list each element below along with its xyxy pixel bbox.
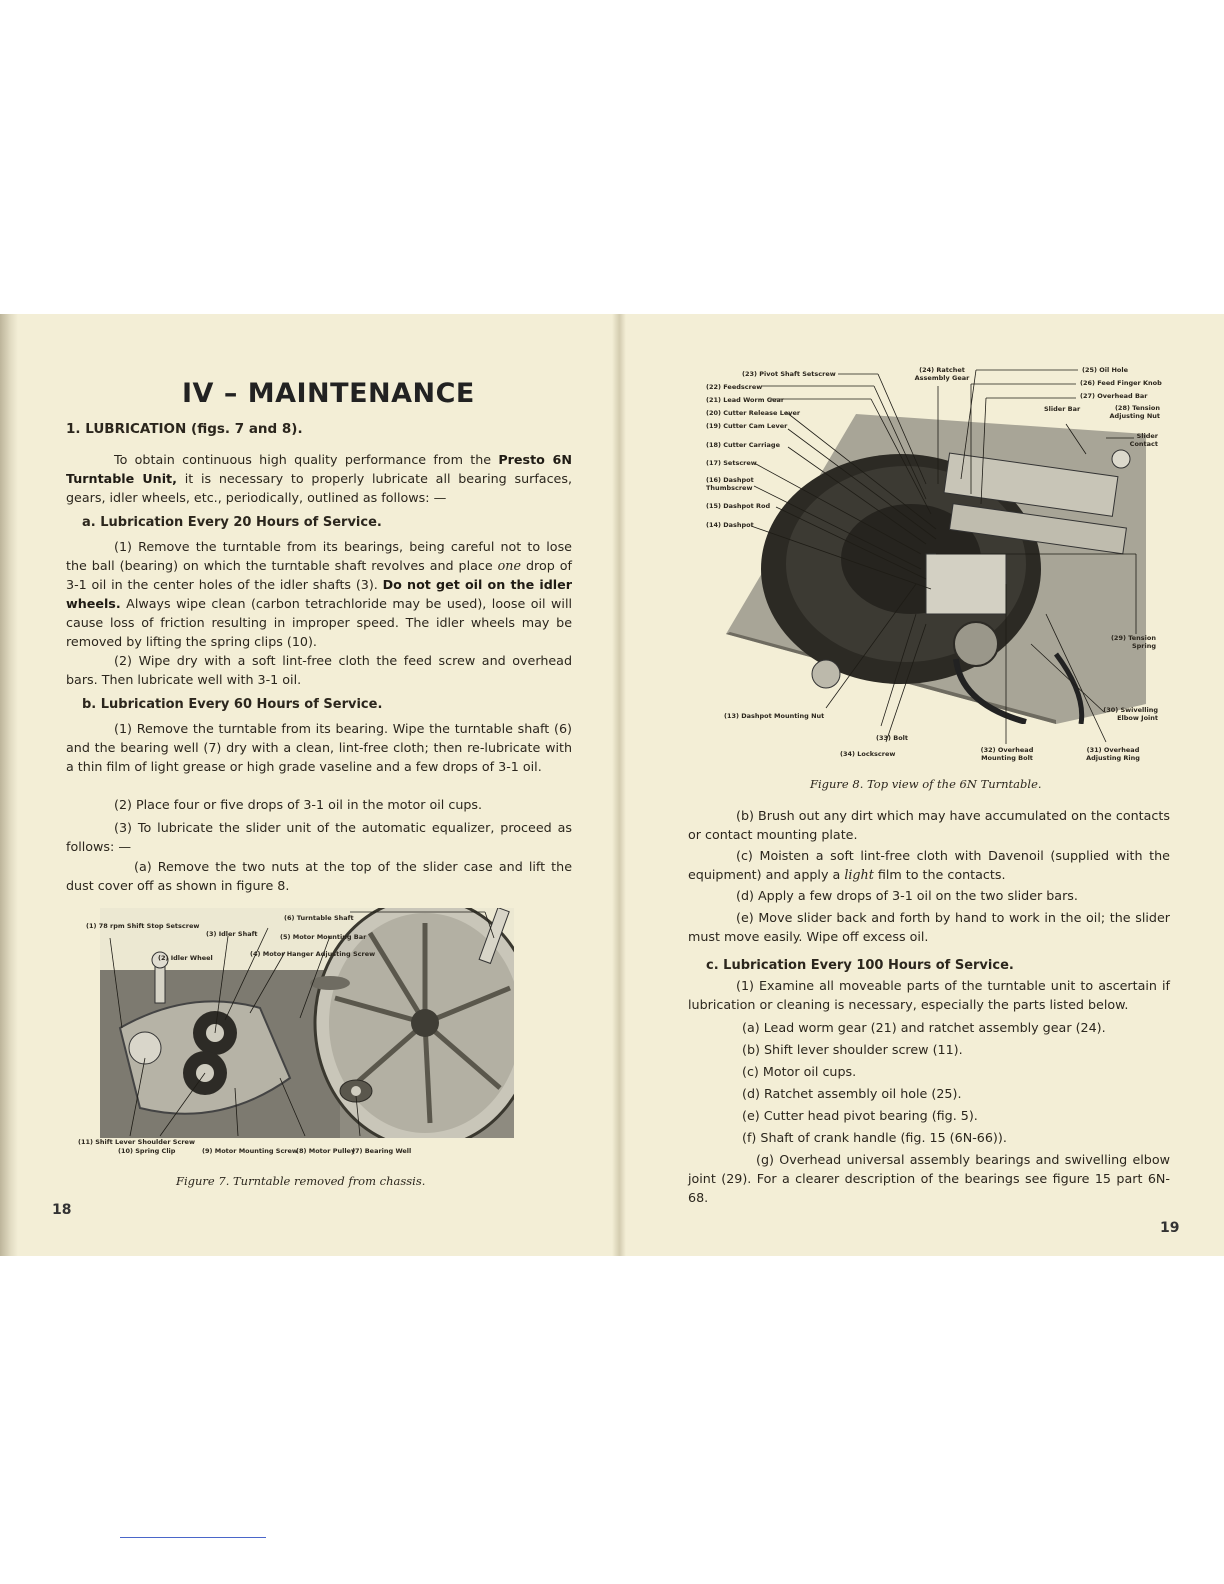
page-number-right: 19 <box>1160 1220 1180 1236</box>
paragraph-b3: (3) To lubricate the slider unit of the automatic equalizer, proceed as follows: — <box>66 820 572 854</box>
fig8-label-34: (34) Lockscrew <box>840 750 896 758</box>
fig8-label-19: (19) Cutter Cam Lever <box>706 422 788 430</box>
list-item: (c) Motor oil cups. <box>742 1064 857 1079</box>
page-18 <box>22 314 612 1256</box>
fig8-label-29: (29) Tension Spring <box>1110 634 1156 650</box>
fig8-label-22: (22) Feedscrew <box>706 383 763 391</box>
fig8-label-18: (18) Cutter Carriage <box>706 441 780 449</box>
fig7-label-7: (7) Bearing Well <box>352 1147 412 1155</box>
list-item: (e) Cutter head pivot bearing (fig. 5). <box>742 1108 978 1123</box>
list-item: (f) Shaft of crank handle (fig. 15 (6N-66)). <box>742 1130 1007 1145</box>
paragraph-b1: (1) Remove the turntable from its bearing. Wipe the turntable shaft (6) and the bearing well (7) dry with a clean, lint-free cloth; then re-lubricate with a thin film of light grease or high grade vaseline and a few drops of 3-1 oil. <box>66 721 572 774</box>
section-heading-lubrication: 1. LUBRICATION (figs. 7 and 8). <box>66 421 303 437</box>
left-binding-edge <box>0 314 18 1256</box>
fig8-label-13: (13) Dashpot Mounting Nut <box>724 712 825 720</box>
paragraph-c-davenoil: (c) Moisten a soft lint-free cloth with Davenoil (supplied with the equipment) and apply a light film to the contacts. <box>688 848 1170 882</box>
list-item: (d) Ratchet assembly oil hole (25). <box>742 1086 962 1101</box>
page-19 <box>626 314 1224 1256</box>
fig8-label-30: (30) Swivelling Elbow Joint <box>1103 706 1158 722</box>
fig8-label-slider-bar: Slider Bar <box>1044 405 1081 413</box>
paragraph-c1: (1) Examine all moveable parts of the turntable unit to ascertain if lubrication or cleaning is necessary, especially the parts listed below. <box>688 978 1170 1012</box>
list-item: (a) Lead worm gear (21) and ratchet assembly gear (24). <box>742 1020 1106 1035</box>
fig8-label-17: (17) Setscrew <box>706 459 757 467</box>
fig7-label-2: (2) Idler Wheel <box>158 954 213 962</box>
fig8-label-25: (25) Oil Hole <box>1082 366 1129 374</box>
fig8-label-15: (15) Dashpot Rod <box>706 502 771 510</box>
fig8-label-21: (21) Lead Worm Gear <box>706 396 785 404</box>
fig8-label-31: (31) Overhead Adjusting Ring <box>1086 746 1140 762</box>
figure-8-caption: Figure 8. Top view of the 6N Turntable. <box>810 777 1042 791</box>
fig7-label-9: (9) Motor Mounting Screw <box>202 1147 298 1155</box>
fig7-label-10: (10) Spring Clip <box>118 1147 176 1155</box>
fig8-label-27: (27) Overhead Bar <box>1080 392 1148 400</box>
paragraph-d-slider-bars: (d) Apply a few drops of 3-1 oil on the two slider bars. <box>736 888 1078 903</box>
paragraph-b2: (2) Place four or five drops of 3-1 oil in the motor oil cups. <box>114 797 483 812</box>
paragraph-a2: (2) Wipe dry with a soft lint-free cloth the feed screw and overhead bars. Then lubricate well with 3-1 oil. <box>66 653 572 687</box>
paragraph-b-contacts: (b) Brush out any dirt which may have accumulated on the contacts or contact mounting plate. <box>688 808 1170 842</box>
figure-7-photo <box>100 908 514 1138</box>
subheading-20-hours: a. Lubrication Every 20 Hours of Service. <box>82 515 382 530</box>
intro-paragraph: To obtain continuous high quality performance from the Presto 6N Turntable Unit, it is necessary to properly lubricate all bearing surfaces, gears, idler wheels, etc., periodically, outlined as follows: — <box>66 452 572 505</box>
fig8-label-28: (28) Tension Adjusting Nut <box>1109 404 1160 420</box>
fig8-label-14: (14) Dashpot <box>706 521 754 529</box>
fig8-label-16: (16) Dashpot Thumbscrew <box>706 476 754 492</box>
book-spread <box>0 314 1224 1256</box>
fig7-label-11: (11) Shift Lever Shoulder Screw <box>78 1138 195 1146</box>
fig8-label-33: (33) Bolt <box>876 734 909 742</box>
fig7-label-5: (5) Motor Mounting Bar <box>280 933 367 941</box>
paragraph-e-slider: (e) Move slider back and forth by hand to work in the oil; the slider must move easily. Wipe off excess oil. <box>688 910 1170 944</box>
figure-7-leader-lines <box>100 908 514 1138</box>
paragraph-g-universal: (g) Overhead universal assembly bearings and swivelling elbow joint (29). For a clearer description of the bearings see figure 15 part 6N-68. <box>688 1152 1170 1205</box>
paragraph-a1: (1) Remove the turntable from its bearings, being careful not to lose the ball (bearing) on which the turntable shaft revolves and place one drop of 3-1 oil in the center holes of the idler shafts (3). Do not get oil on the idler wheels. Always wipe clean (carbon tetrachloride may be used), loose oil will cause loss of friction resulting in improper speed. The idler wheels may be removed by lifting the spring clips (10). <box>66 539 572 649</box>
fig8-label-26: (26) Feed Finger Knob <box>1080 379 1162 387</box>
fig8-label-slider-contact: Slider Contact <box>1129 432 1158 448</box>
fig7-label-4: (4) Motor Hanger Adjusting Screw <box>250 950 376 958</box>
fig7-label-3: (3) Idler Shaft <box>206 930 258 938</box>
figure-7-caption: Figure 7. Turntable removed from chassis. <box>176 1174 426 1188</box>
fig8-label-20: (20) Cutter Release Lever <box>706 409 801 417</box>
center-gutter <box>612 314 626 1256</box>
subheading-60-hours: b. Lubrication Every 60 Hours of Service. <box>82 697 383 712</box>
fig8-label-24: (24) Ratchet Assembly Gear <box>914 366 970 382</box>
list-item: (b) Shift lever shoulder screw (11). <box>742 1042 963 1057</box>
link-underline <box>120 1537 266 1538</box>
fig8-label-23: (23) Pivot Shaft Setscrew <box>742 370 836 378</box>
paragraph-b3a: (a) Remove the two nuts at the top of the slider case and lift the dust cover off as shown in figure 8. <box>66 859 572 893</box>
page-number-left: 18 <box>52 1202 72 1218</box>
fig7-label-6: (6) Turntable Shaft <box>284 914 354 922</box>
fig7-label-1: (1) 78 rpm Shift Stop Setscrew <box>86 922 200 930</box>
fig8-label-32: (32) Overhead Mounting Bolt <box>980 746 1034 762</box>
fig7-label-8: (8) Motor Pulley <box>296 1147 356 1155</box>
chapter-title: IV – MAINTENANCE <box>182 378 475 409</box>
subheading-100-hours: c. Lubrication Every 100 Hours of Service. <box>706 958 1014 973</box>
